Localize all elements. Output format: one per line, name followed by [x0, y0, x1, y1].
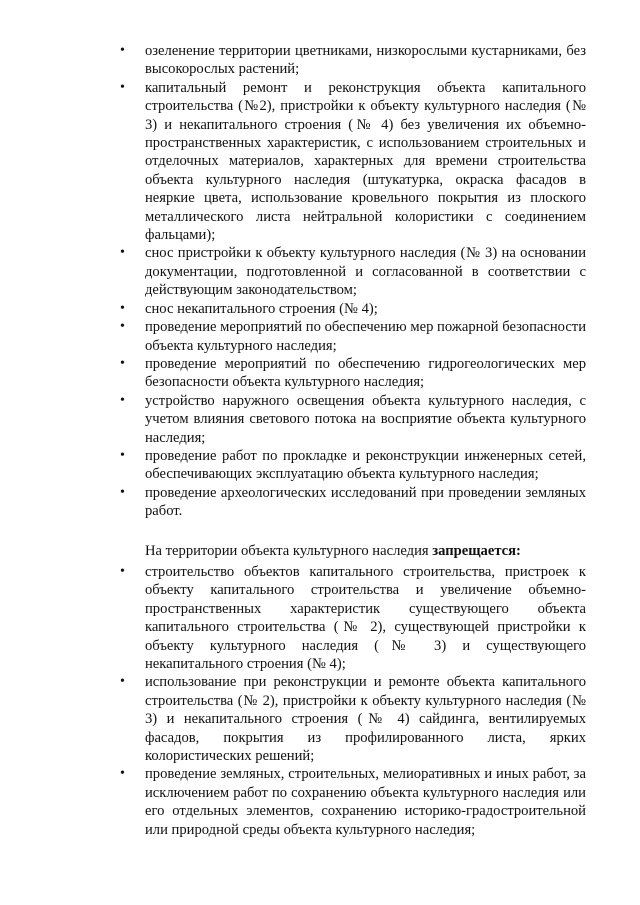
list-item: • использование при реконструкции и ремонте объекта капитального строительства (№ 2), пристройки к объекту культурного наследия (№ 3) и некапитального строения (№ 4) сайдинга, вентилируемых фасадов, покрытия из профилированного листа, ярких колористических решений; — [145, 673, 586, 765]
forbidden-intro-paragraph — [145, 542, 586, 560]
list-item: • снос пристройки к объекту культурного наследия (№ 3) на основании документации, подготовленной и согласованной в соответствии с действующим законодательством; — [145, 244, 586, 299]
list-item: • устройство наружного освещения объекта культурного наследия, с учетом влияния светового потока на восприятие объекта культурного наследия; — [145, 392, 586, 447]
forbidden-intro-text: На территории объекта культурного наследия — [145, 542, 433, 559]
list-item: • проведение земляных, строительных, мелиоративных и иных работ, за исключением работ по сохранению объекта культурного наследия или его отдельных элементов, сохранению историко-градостроительной или природной среды объекта культурного наследия; — [145, 765, 586, 839]
list-item: • проведение мероприятий по обеспечению мер пожарной безопасности объекта культурного наследия; — [145, 318, 586, 355]
forbidden-works-list — [0, 563, 586, 839]
list-item: • проведение археологических исследований при проведении земляных работ. — [145, 484, 586, 521]
forbidden-keyword: запрещается: — [432, 542, 521, 559]
list-item: • проведение мероприятий по обеспечению гидрогеологических мер безопасности объекта культурного наследия; — [145, 355, 586, 392]
list-item: • капитальный ремонт и реконструкция объекта капитального строительства (№2), пристройки к объекту культурного наследия (№ 3) и некапитального строения (№ 4) без увеличения их объемно-пространственных характеристик, с использованием строительных и отделочных материалов, характерных для времени строительства объекта культурного наследия (штукатурка, окраска фасадов в неяркие цвета, использование кровельного покрытия из плоского металлического листа нейтральной колористики с соединением фальцами); — [145, 79, 586, 245]
list-item: • проведение работ по прокладке и реконструкции инженерных сетей, обеспечивающих эксплуатацию объекта культурного наследия; — [145, 447, 586, 484]
list-item: • строительство объектов капитального строительства, пристроек к объекту капитального строительства и увеличение объемно-пространственных характеристик существующего объекта капитального строительства (№ 2), существующей пристройки к объекту культурного наследия (№ 3) и существующего некапитального строения (№ 4); — [145, 563, 586, 673]
list-item: • озеленение территории цветниками, низкорослыми кустарниками, без высокорослых растений; — [145, 42, 586, 79]
list-item: • снос некапитального строения (№ 4); — [145, 300, 586, 318]
allowed-works-list — [0, 42, 586, 521]
